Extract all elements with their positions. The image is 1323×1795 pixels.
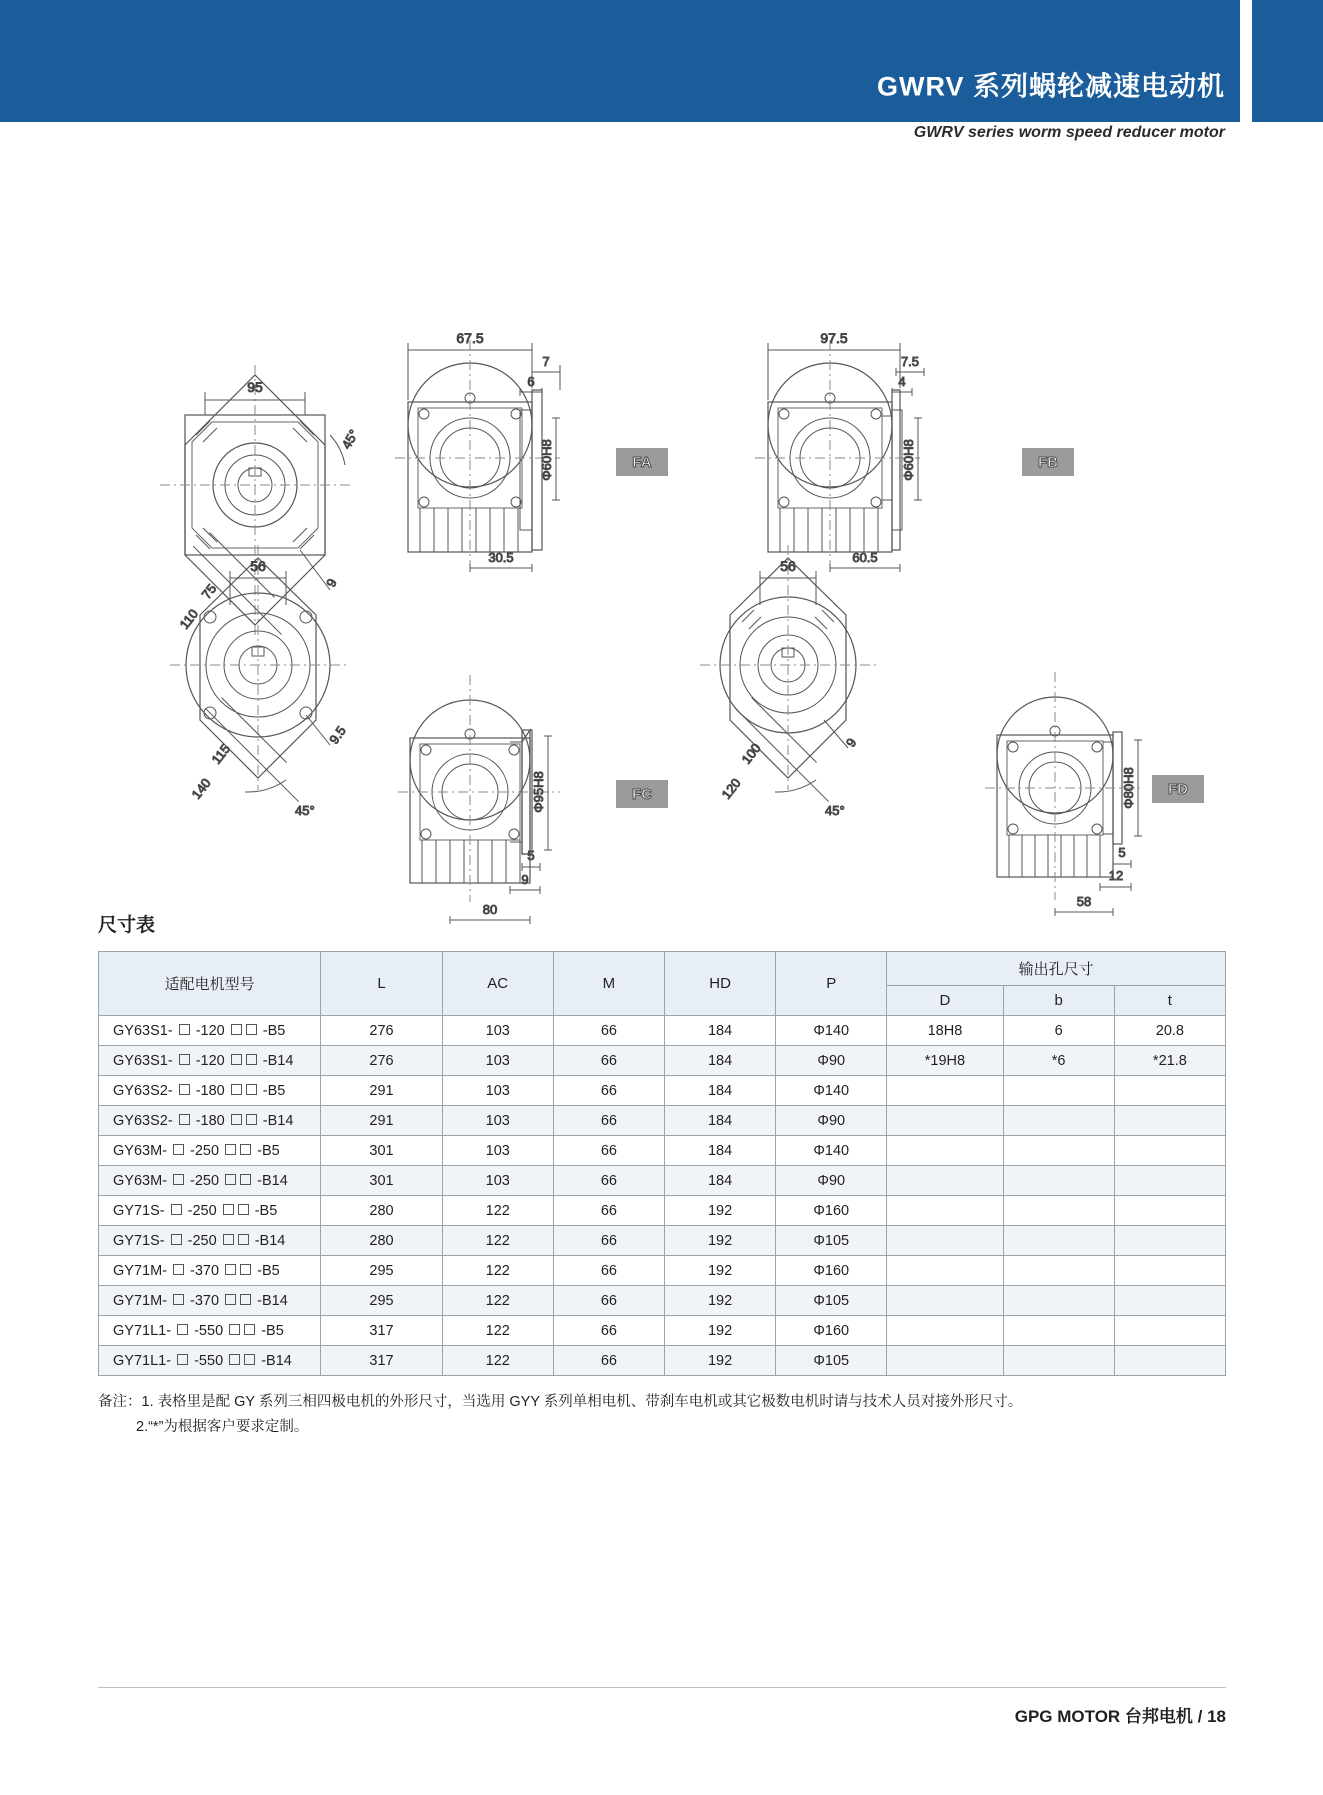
model-box-icon	[179, 1084, 190, 1095]
dimension-table-section	[98, 910, 1226, 1439]
cell-ac: 103	[442, 1046, 553, 1076]
model-box-icon	[231, 1114, 242, 1125]
note-line-1: 备注：1. 表格里是配 GY 系列三相四极电机的外形尺寸，当选用 GYY 系列单相电机、带刹车电机或其它极数电机时请与技术人员对接外形尺寸。	[98, 1394, 1023, 1410]
cell-t	[1114, 1196, 1225, 1226]
model-box-icon	[177, 1354, 188, 1365]
dim-fb-4: 4	[898, 374, 906, 389]
page-title: GWRV 系列蜗轮减速电动机	[876, 71, 1225, 102]
col-hd: HD	[664, 952, 775, 1016]
view-fd-face	[700, 545, 880, 818]
table-row	[99, 1046, 1226, 1076]
col-m: M	[553, 952, 664, 1016]
dim-fd-100: 100	[738, 740, 764, 767]
cell-hd: 192	[664, 1286, 775, 1316]
dim-fc-phi95: Φ95H8	[531, 771, 546, 813]
cell-ac: 122	[442, 1346, 553, 1376]
cell-p: Φ90	[776, 1166, 887, 1196]
cell-ac: 122	[442, 1316, 553, 1346]
cell-ac: 103	[442, 1136, 553, 1166]
cell-l: 317	[321, 1346, 442, 1376]
view-fa-side	[395, 330, 668, 572]
cell-ac: 122	[442, 1256, 553, 1286]
cell-ac: 103	[442, 1106, 553, 1136]
model-box-icon	[246, 1054, 257, 1065]
cell-model: GY63S2- -180 -B5	[99, 1076, 321, 1106]
cell-t	[1114, 1166, 1225, 1196]
cell-model: GY71L1- -550 -B14	[99, 1346, 321, 1376]
cell-p: Φ90	[776, 1046, 887, 1076]
model-box-icon	[173, 1294, 184, 1305]
cell-l: 295	[321, 1256, 442, 1286]
table-row	[99, 1256, 1226, 1286]
cell-ac: 122	[442, 1286, 553, 1316]
cell-m: 66	[553, 1196, 664, 1226]
cell-l: 301	[321, 1136, 442, 1166]
model-box-icon	[240, 1144, 251, 1155]
cell-b	[1003, 1106, 1114, 1136]
dim-fa-9: 9	[323, 576, 340, 590]
cell-p: Φ140	[776, 1136, 887, 1166]
cell-m: 66	[553, 1226, 664, 1256]
dim-fd-45deg: 45°	[825, 803, 845, 818]
cell-l: 280	[321, 1196, 442, 1226]
cell-model: GY63S2- -180 -B14	[99, 1106, 321, 1136]
cell-hd: 192	[664, 1256, 775, 1286]
cell-hd: 192	[664, 1226, 775, 1256]
dim-fc-80: 80	[482, 902, 498, 917]
cell-d	[887, 1316, 1003, 1346]
cell-ac: 122	[442, 1196, 553, 1226]
drawings-svg	[0, 160, 1323, 917]
cell-d: 18H8	[887, 1016, 1003, 1046]
dim-fc-115: 115	[208, 741, 234, 767]
model-box-icon	[223, 1204, 234, 1215]
cell-hd: 184	[664, 1016, 775, 1046]
page-subtitle: GWRV series worm speed reducer motor	[913, 124, 1225, 141]
cell-hd: 192	[664, 1316, 775, 1346]
model-box-icon	[173, 1144, 184, 1155]
model-box-icon	[225, 1144, 236, 1155]
model-box-icon	[179, 1054, 190, 1065]
cell-m: 66	[553, 1046, 664, 1076]
cell-m: 66	[553, 1286, 664, 1316]
table-body	[99, 1016, 1226, 1376]
dim-fc-9: 9	[521, 872, 529, 887]
cell-m: 66	[553, 1016, 664, 1046]
dim-fd-5: 5	[1118, 845, 1126, 860]
dim-fa-75: 75	[198, 581, 220, 602]
cell-t	[1114, 1076, 1225, 1106]
model-box-icon	[244, 1354, 255, 1365]
table-header-row-1	[99, 952, 1226, 986]
table-row	[99, 1166, 1226, 1196]
table-row	[99, 1316, 1226, 1346]
cell-p: Φ160	[776, 1316, 887, 1346]
model-box-icon	[177, 1324, 188, 1335]
cell-t	[1114, 1106, 1225, 1136]
cell-p: Φ105	[776, 1346, 887, 1376]
page-header	[0, 0, 1323, 141]
cell-t: 20.8	[1114, 1016, 1225, 1046]
cell-l: 301	[321, 1166, 442, 1196]
view-fb-side	[755, 330, 1074, 572]
cell-model: GY71L1- -550 -B5	[99, 1316, 321, 1346]
cell-b	[1003, 1256, 1114, 1286]
dim-fc-95: 9.5	[326, 723, 349, 747]
cell-model: GY63M- -250 -B14	[99, 1166, 321, 1196]
col-p: P	[776, 952, 887, 1016]
cell-d	[887, 1226, 1003, 1256]
dim-fc-56: 56	[250, 558, 266, 574]
cell-ac: 103	[442, 1166, 553, 1196]
cell-model: GY71S- -250 -B5	[99, 1196, 321, 1226]
model-box-icon	[231, 1084, 242, 1095]
cell-m: 66	[553, 1256, 664, 1286]
dim-fa-7: 7	[542, 354, 550, 369]
view-fc-side	[398, 675, 668, 924]
cell-m: 66	[553, 1166, 664, 1196]
cell-d	[887, 1286, 1003, 1316]
view-fa-face	[160, 365, 361, 638]
dim-fb-75: 7.5	[900, 354, 920, 369]
cell-ac: 103	[442, 1016, 553, 1046]
view-tag-fd: FD	[1168, 781, 1188, 798]
model-box-icon	[246, 1114, 257, 1125]
cell-d	[887, 1106, 1003, 1136]
dim-fa-45deg: 45°	[338, 426, 362, 452]
model-box-icon	[238, 1234, 249, 1245]
view-tag-fb: FB	[1038, 454, 1058, 471]
cell-hd: 184	[664, 1046, 775, 1076]
table-notes	[98, 1390, 1226, 1439]
cell-d	[887, 1166, 1003, 1196]
cell-p: Φ140	[776, 1016, 887, 1046]
model-box-icon	[229, 1324, 240, 1335]
col-d: D	[887, 986, 1003, 1016]
dim-fa-675: 67.5	[456, 330, 484, 346]
cell-t: *21.8	[1114, 1046, 1225, 1076]
col-group-output-bore: 输出孔尺寸	[887, 952, 1226, 986]
cell-ac: 103	[442, 1076, 553, 1106]
cell-hd: 184	[664, 1106, 775, 1136]
model-box-icon	[231, 1024, 242, 1035]
cell-d: *19H8	[887, 1046, 1003, 1076]
table-row	[99, 1106, 1226, 1136]
cell-hd: 192	[664, 1346, 775, 1376]
model-box-icon	[171, 1204, 182, 1215]
cell-ac: 122	[442, 1226, 553, 1256]
model-box-icon	[246, 1084, 257, 1095]
cell-d	[887, 1256, 1003, 1286]
model-box-icon	[240, 1294, 251, 1305]
model-box-icon	[225, 1294, 236, 1305]
table-row	[99, 1016, 1226, 1046]
cell-b	[1003, 1286, 1114, 1316]
cell-t	[1114, 1346, 1225, 1376]
cell-d	[887, 1136, 1003, 1166]
table-row	[99, 1076, 1226, 1106]
model-box-icon	[179, 1024, 190, 1035]
cell-b	[1003, 1196, 1114, 1226]
model-box-icon	[179, 1114, 190, 1125]
cell-m: 66	[553, 1316, 664, 1346]
model-box-icon	[173, 1174, 184, 1185]
cell-t	[1114, 1226, 1225, 1256]
model-box-icon	[229, 1354, 240, 1365]
cell-l: 291	[321, 1076, 442, 1106]
col-t: t	[1114, 986, 1225, 1016]
cell-hd: 184	[664, 1136, 775, 1166]
view-fc-face	[170, 545, 350, 818]
cell-l: 276	[321, 1046, 442, 1076]
cell-hd: 192	[664, 1196, 775, 1226]
model-box-icon	[223, 1234, 234, 1245]
view-fd-side	[985, 672, 1204, 916]
header-accent-block	[1252, 0, 1323, 122]
dim-fb-605: 60.5	[852, 550, 878, 565]
cell-l: 317	[321, 1316, 442, 1346]
section-title: 尺寸表	[98, 915, 156, 936]
cell-t	[1114, 1136, 1225, 1166]
table-row	[99, 1136, 1226, 1166]
dim-fd-56: 56	[780, 558, 796, 574]
cell-l: 280	[321, 1226, 442, 1256]
cell-d	[887, 1346, 1003, 1376]
cell-t	[1114, 1316, 1225, 1346]
cell-model: GY71M- -370 -B14	[99, 1286, 321, 1316]
model-box-icon	[238, 1204, 249, 1215]
cell-b	[1003, 1346, 1114, 1376]
cell-t	[1114, 1286, 1225, 1316]
dim-fd-phi80: Φ80H8	[1121, 767, 1136, 809]
dim-fa-110: 110	[176, 606, 202, 632]
model-box-icon	[225, 1264, 236, 1275]
col-b: b	[1003, 986, 1114, 1016]
dim-fa-95: 95	[247, 379, 263, 395]
cell-m: 66	[553, 1076, 664, 1106]
dim-fa-305: 30.5	[488, 550, 514, 565]
col-l: L	[321, 952, 442, 1016]
cell-model: GY63S1- -120 -B5	[99, 1016, 321, 1046]
cell-model: GY63M- -250 -B5	[99, 1136, 321, 1166]
cell-m: 66	[553, 1106, 664, 1136]
model-box-icon	[173, 1264, 184, 1275]
cell-b	[1003, 1076, 1114, 1106]
dim-fb-phi60: Φ60H8	[901, 439, 916, 481]
cell-b	[1003, 1226, 1114, 1256]
cell-b	[1003, 1166, 1114, 1196]
cell-p: Φ160	[776, 1196, 887, 1226]
cell-hd: 184	[664, 1076, 775, 1106]
cell-l: 291	[321, 1106, 442, 1136]
view-tag-fc: FC	[632, 786, 652, 803]
cell-l: 295	[321, 1286, 442, 1316]
dim-fc-45deg: 45°	[295, 803, 315, 818]
dim-fd-58: 58	[1076, 894, 1092, 909]
cell-d	[887, 1196, 1003, 1226]
dim-fb-975: 97.5	[820, 330, 848, 346]
dim-fd-12: 12	[1108, 868, 1124, 883]
dim-fd-120: 120	[718, 775, 744, 802]
cell-p: Φ160	[776, 1256, 887, 1286]
cell-model: GY71M- -370 -B5	[99, 1256, 321, 1286]
cell-b	[1003, 1136, 1114, 1166]
cell-b: *6	[1003, 1046, 1114, 1076]
dim-fa-6: 6	[527, 374, 535, 389]
model-box-icon	[225, 1174, 236, 1185]
dim-fc-140: 140	[188, 775, 214, 802]
model-box-icon	[171, 1234, 182, 1245]
cell-d	[887, 1076, 1003, 1106]
dimension-table	[98, 951, 1226, 1376]
dim-fa-phi60: Φ60H8	[539, 439, 554, 481]
col-ac: AC	[442, 952, 553, 1016]
model-box-icon	[240, 1264, 251, 1275]
cell-l: 276	[321, 1016, 442, 1046]
header-bar	[0, 0, 1240, 122]
model-box-icon	[244, 1324, 255, 1335]
cell-p: Φ140	[776, 1076, 887, 1106]
col-model: 适配电机型号	[99, 952, 321, 1016]
footer-text: GPG MOTOR 台邦电机 / 18	[1014, 1707, 1226, 1726]
model-box-icon	[246, 1024, 257, 1035]
cell-b: 6	[1003, 1016, 1114, 1046]
cell-hd: 184	[664, 1166, 775, 1196]
view-tag-fa: FA	[632, 454, 652, 471]
cell-p: Φ105	[776, 1286, 887, 1316]
cell-model: GY63S1- -120 -B14	[99, 1046, 321, 1076]
cell-p: Φ105	[776, 1226, 887, 1256]
table-row	[99, 1196, 1226, 1226]
note-line-2: 2.“*”为根据客户要求定制。	[136, 1418, 309, 1435]
cell-t	[1114, 1256, 1225, 1286]
dim-fc-5: 5	[527, 848, 535, 863]
model-box-icon	[240, 1174, 251, 1185]
dim-fd-9: 9	[842, 735, 860, 750]
table-row	[99, 1286, 1226, 1316]
cell-b	[1003, 1316, 1114, 1346]
cell-p: Φ90	[776, 1106, 887, 1136]
model-box-icon	[231, 1054, 242, 1065]
page-footer	[98, 1687, 1226, 1727]
table-row	[99, 1346, 1226, 1376]
cell-m: 66	[553, 1136, 664, 1166]
table-row	[99, 1226, 1226, 1256]
technical-drawings	[0, 160, 1323, 917]
cell-model: GY71S- -250 -B14	[99, 1226, 321, 1256]
cell-m: 66	[553, 1346, 664, 1376]
